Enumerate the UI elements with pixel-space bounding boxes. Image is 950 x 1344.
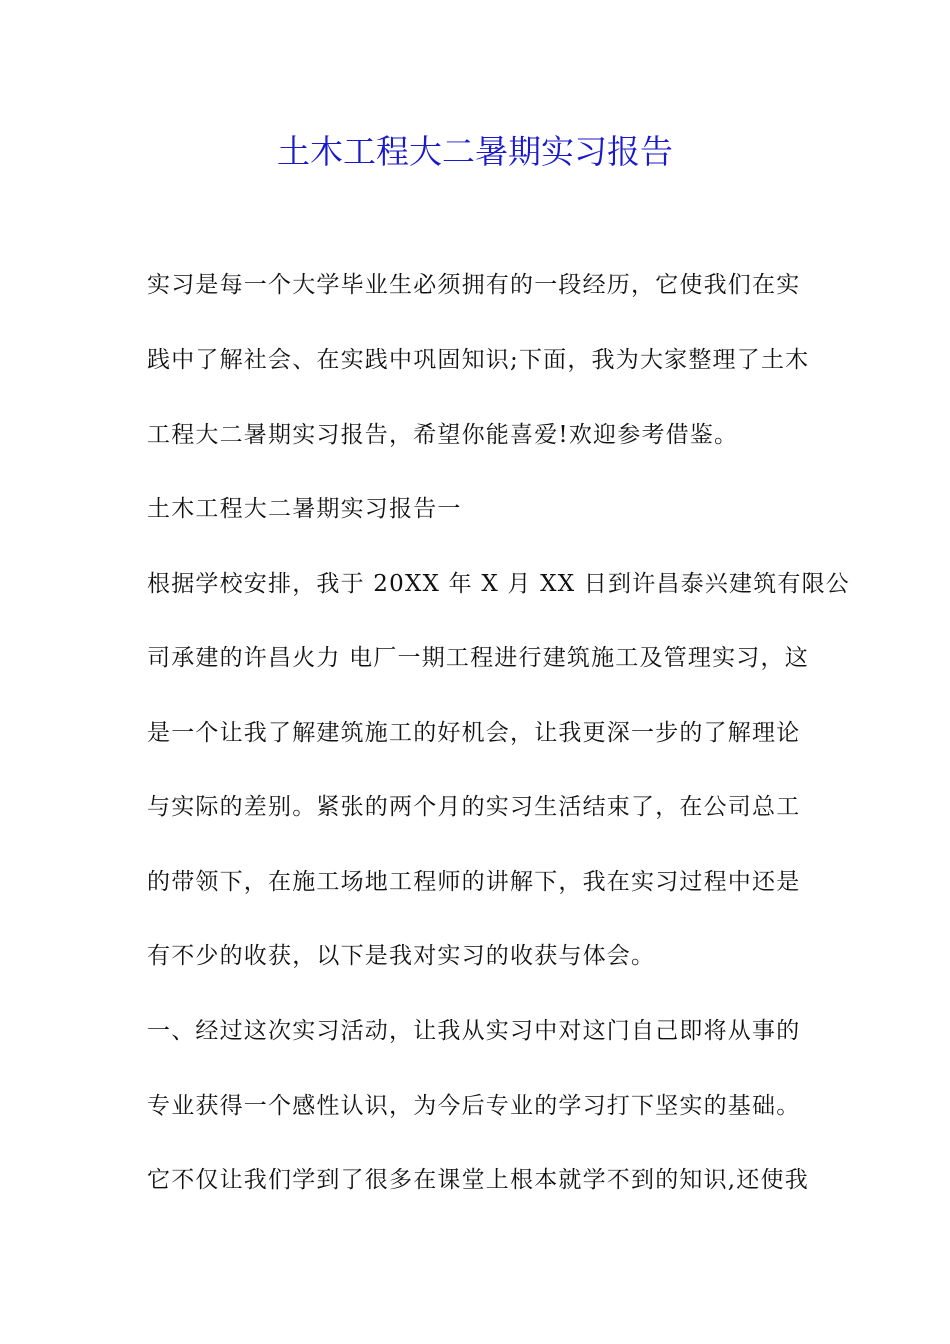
text-line-3: 工程大二暑期实习报告，希望你能喜爱!欢迎参考借鉴。 — [147, 422, 739, 448]
document-title: 土木工程大二暑期实习报告 — [277, 132, 673, 171]
text-line-8: 与实际的差别。紧张的两个月的实习生活结束了，在公司总工 — [147, 794, 801, 820]
text-line-1: 实习是每一个大学毕业生必须拥有的一段经历，它使我们在实 — [147, 272, 801, 298]
text-line-9: 的带领下，在施工场地工程师的讲解下，我在实习过程中还是 — [147, 869, 801, 895]
text-line-6: 司承建的许昌火力 电厂一期工程进行建筑施工及管理实习，这 — [147, 645, 809, 671]
text-line-5: 根据学校安排，我于 20XX 年 X 月 XX 日到许昌泰兴建筑有限公 — [147, 571, 851, 597]
text-line-2: 践中了解社会、在实践中巩固知识;下面，我为大家整理了土木 — [147, 347, 810, 373]
text-line-11: 一、经过这次实习活动，让我从实习中对这门自己即将从事的 — [147, 1018, 801, 1044]
text-line-12: 专业获得一个感性认识，为今后专业的学习打下坚实的基础。 — [147, 1093, 801, 1119]
section-heading: 土木工程大二暑期实习报告一 — [147, 496, 462, 522]
text-line-13: 它不仅让我们学到了很多在课堂上根本就学不到的知识,还使我 — [147, 1167, 809, 1193]
text-line-10: 有不少的收获，以下是我对实习的收获与体会。 — [147, 943, 656, 969]
text-line-7: 是一个让我了解建筑施工的好机会，让我更深一步的了解理论 — [147, 720, 801, 746]
